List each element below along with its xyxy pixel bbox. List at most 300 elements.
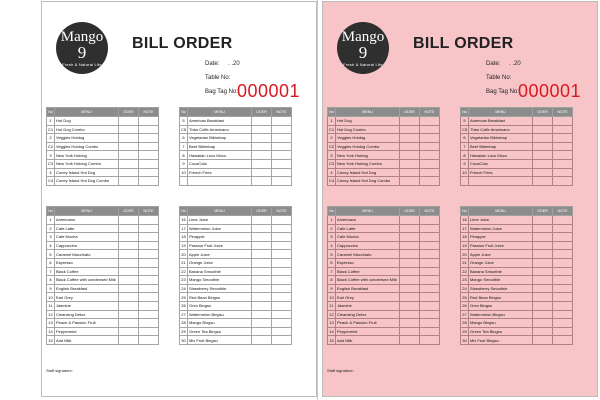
order-quantity-cell[interactable]: [119, 134, 139, 143]
table-row: [47, 134, 159, 143]
table-row: [461, 151, 573, 160]
note-cell[interactable]: [139, 327, 159, 336]
item-name: Espresso: [336, 258, 400, 267]
item-name: [469, 177, 533, 186]
item-name: Orange Juice: [188, 258, 252, 267]
order-quantity-cell[interactable]: [533, 151, 553, 160]
table-row: [461, 301, 573, 310]
order-quantity-cell[interactable]: [252, 250, 272, 259]
table-row: [461, 216, 573, 225]
note-cell[interactable]: [139, 336, 159, 345]
note-cell[interactable]: [139, 142, 159, 151]
note-cell[interactable]: [420, 258, 440, 267]
order-quantity-cell[interactable]: [533, 293, 553, 302]
order-quantity-cell[interactable]: [400, 319, 420, 328]
order-quantity-cell[interactable]: [400, 177, 420, 186]
note-cell[interactable]: [272, 258, 292, 267]
order-quantity-cell[interactable]: [252, 233, 272, 242]
order-quantity-cell[interactable]: [252, 216, 272, 225]
order-quantity-cell[interactable]: [533, 276, 553, 285]
column-header-note: NOTE: [139, 207, 159, 216]
note-cell[interactable]: [139, 284, 159, 293]
table-row: [328, 301, 440, 310]
order-quantity-cell[interactable]: [533, 177, 553, 186]
item-number: 3: [47, 233, 55, 242]
note-cell[interactable]: [272, 125, 292, 134]
table-row: [180, 142, 292, 151]
note-cell[interactable]: [553, 233, 573, 242]
note-cell[interactable]: [272, 216, 292, 225]
order-quantity-cell[interactable]: [119, 267, 139, 276]
order-quantity-cell[interactable]: [119, 117, 139, 126]
form-title: BILL ORDER: [413, 35, 514, 52]
item-name: New York Hotdog Combo: [55, 159, 119, 168]
order-quantity-cell[interactable]: [119, 177, 139, 186]
note-cell[interactable]: [420, 336, 440, 345]
order-quantity-cell[interactable]: [252, 151, 272, 160]
order-quantity-cell[interactable]: [400, 310, 420, 319]
note-cell[interactable]: [272, 276, 292, 285]
note-cell[interactable]: [272, 134, 292, 143]
order-quantity-cell[interactable]: [252, 134, 272, 143]
item-name: Cappuccino: [55, 241, 119, 250]
order-quantity-cell[interactable]: [252, 276, 272, 285]
table-row: [461, 258, 573, 267]
order-quantity-cell[interactable]: [252, 336, 272, 345]
note-cell[interactable]: [139, 125, 159, 134]
order-quantity-cell[interactable]: [533, 250, 553, 259]
item-name: Coney Island Hot Dog: [55, 168, 119, 177]
note-cell[interactable]: [139, 177, 159, 186]
order-quantity-cell[interactable]: [252, 293, 272, 302]
order-quantity-cell[interactable]: [119, 224, 139, 233]
table-row: [180, 310, 292, 319]
bag-tag-label: Bag Tag No:: [486, 89, 519, 95]
note-cell[interactable]: [420, 284, 440, 293]
item-number: 4: [47, 241, 55, 250]
note-cell[interactable]: [420, 134, 440, 143]
order-quantity-cell[interactable]: [400, 142, 420, 151]
note-cell[interactable]: [553, 134, 573, 143]
note-cell[interactable]: [553, 258, 573, 267]
note-cell[interactable]: [420, 267, 440, 276]
order-quantity-cell[interactable]: [533, 159, 553, 168]
note-cell[interactable]: [420, 159, 440, 168]
item-number: 27: [462, 311, 467, 317]
table-row: [328, 142, 440, 151]
note-cell[interactable]: [139, 250, 159, 259]
item-name: Watermelon Bingsu: [188, 310, 252, 319]
table-row: [180, 319, 292, 328]
order-quantity-cell[interactable]: [252, 319, 272, 328]
order-quantity-cell[interactable]: [252, 258, 272, 267]
order-quantity-cell[interactable]: [252, 177, 272, 186]
order-quantity-cell[interactable]: [400, 258, 420, 267]
note-cell[interactable]: [272, 310, 292, 319]
order-quantity-cell[interactable]: [119, 168, 139, 177]
note-cell[interactable]: [553, 151, 573, 160]
order-quantity-cell[interactable]: [400, 216, 420, 225]
order-quantity-cell[interactable]: [533, 168, 553, 177]
item-name: CocaCola: [188, 159, 252, 168]
note-cell[interactable]: [553, 177, 573, 186]
item-name: Strawberry Smoothie: [469, 284, 533, 293]
note-cell[interactable]: [553, 168, 573, 177]
order-quantity-cell[interactable]: [119, 327, 139, 336]
order-quantity-cell[interactable]: [252, 142, 272, 151]
item-number: 16: [181, 217, 186, 223]
note-cell[interactable]: [139, 310, 159, 319]
order-quantity-cell[interactable]: [400, 117, 420, 126]
note-cell[interactable]: [272, 117, 292, 126]
column-header-oder: ODER: [533, 108, 553, 117]
order-quantity-cell[interactable]: [400, 125, 420, 134]
column-header-oder: ODER: [533, 207, 553, 216]
bag-tag-number: 000001: [518, 81, 582, 101]
order-quantity-cell[interactable]: [252, 310, 272, 319]
note-cell[interactable]: [420, 233, 440, 242]
order-quantity-cell[interactable]: [252, 224, 272, 233]
item-number: 8: [328, 276, 336, 285]
note-cell[interactable]: [139, 168, 159, 177]
order-quantity-cell[interactable]: [533, 216, 553, 225]
note-cell[interactable]: [553, 241, 573, 250]
note-cell[interactable]: [139, 134, 159, 143]
order-quantity-cell[interactable]: [119, 216, 139, 225]
note-cell[interactable]: [420, 319, 440, 328]
order-quantity-cell[interactable]: [119, 250, 139, 259]
note-cell[interactable]: [420, 310, 440, 319]
note-cell[interactable]: [272, 159, 292, 168]
order-quantity-cell[interactable]: [119, 241, 139, 250]
mango-9-logo: [56, 22, 108, 74]
column-header-note: NOTE: [553, 207, 573, 216]
note-cell[interactable]: [553, 276, 573, 285]
order-quantity-cell[interactable]: [119, 293, 139, 302]
item-number: 24: [462, 286, 467, 292]
logo-brand-number: 9: [358, 43, 368, 62]
menu-table-top-left: [46, 107, 159, 186]
note-cell[interactable]: [420, 125, 440, 134]
note-cell[interactable]: [272, 267, 292, 276]
order-quantity-cell[interactable]: [119, 233, 139, 242]
note-cell[interactable]: [553, 319, 573, 328]
column-header-menu: MENU: [336, 108, 400, 117]
item-name: French Fries: [469, 168, 533, 177]
order-quantity-cell[interactable]: [400, 168, 420, 177]
order-quantity-cell[interactable]: [533, 224, 553, 233]
note-cell[interactable]: [553, 224, 573, 233]
table-row: [461, 142, 573, 151]
note-cell[interactable]: [139, 241, 159, 250]
menu-table-bottom-left: [327, 206, 440, 345]
table-row: [47, 125, 159, 134]
item-number: 17: [462, 225, 467, 231]
order-quantity-cell[interactable]: [533, 319, 553, 328]
order-quantity-cell[interactable]: [252, 267, 272, 276]
order-quantity-cell[interactable]: [533, 258, 553, 267]
note-cell[interactable]: [272, 336, 292, 345]
table-row: [461, 117, 573, 126]
order-quantity-cell[interactable]: [400, 284, 420, 293]
bill-order-white-copy: [41, 1, 317, 397]
note-cell[interactable]: [553, 336, 573, 345]
table-row: [47, 151, 159, 160]
note-cell[interactable]: [420, 241, 440, 250]
item-number: 22: [181, 268, 186, 274]
note-cell[interactable]: [139, 151, 159, 160]
item-name: Cleansing Detox: [336, 310, 400, 319]
note-cell[interactable]: [553, 310, 573, 319]
item-number: 4: [328, 241, 336, 250]
item-name: Lime Juice: [469, 216, 533, 225]
note-cell[interactable]: [553, 159, 573, 168]
note-cell[interactable]: [272, 250, 292, 259]
note-cell[interactable]: [420, 276, 440, 285]
item-name: Add Milk: [336, 336, 400, 345]
note-cell[interactable]: [553, 327, 573, 336]
note-cell[interactable]: [272, 301, 292, 310]
note-cell[interactable]: [139, 117, 159, 126]
item-name: English Breakfast: [336, 284, 400, 293]
order-quantity-cell[interactable]: [119, 142, 139, 151]
note-cell[interactable]: [139, 233, 159, 242]
column-header-note: NOTE: [420, 207, 440, 216]
item-number: 11: [48, 303, 53, 309]
note-cell[interactable]: [272, 142, 292, 151]
item-number: 28: [181, 320, 186, 326]
column-header-menu: MENU: [336, 207, 400, 216]
order-quantity-cell[interactable]: [119, 336, 139, 345]
note-cell[interactable]: [272, 233, 292, 242]
note-cell[interactable]: [553, 301, 573, 310]
item-name: Red Bean Bingsu: [188, 293, 252, 302]
item-number: 8: [461, 151, 469, 160]
table-header-row: [180, 207, 292, 216]
item-number: 21: [181, 260, 186, 266]
note-cell[interactable]: [272, 284, 292, 293]
note-cell[interactable]: [553, 267, 573, 276]
item-name: Coney Island Hot Dog Combo: [55, 177, 119, 186]
sheet-divider: [317, 0, 318, 400]
item-name: Mango Bingsu: [188, 319, 252, 328]
menu-table-bottom-right: [460, 206, 573, 345]
note-cell[interactable]: [420, 216, 440, 225]
item-number: 25: [462, 294, 467, 300]
column-header-oder: ODER: [119, 207, 139, 216]
order-quantity-cell[interactable]: [533, 117, 553, 126]
item-number: 1: [328, 216, 336, 225]
item-number: 7: [47, 267, 55, 276]
column-header-no: No: [328, 207, 336, 216]
note-cell[interactable]: [553, 142, 573, 151]
order-quantity-cell[interactable]: [533, 301, 553, 310]
table-row: [47, 233, 159, 242]
note-cell[interactable]: [272, 168, 292, 177]
order-quantity-cell[interactable]: [400, 134, 420, 143]
order-quantity-cell[interactable]: [119, 319, 139, 328]
table-row: [47, 310, 159, 319]
order-quantity-cell[interactable]: [400, 267, 420, 276]
order-quantity-cell[interactable]: [119, 276, 139, 285]
order-quantity-cell[interactable]: [400, 159, 420, 168]
order-quantity-cell[interactable]: [252, 159, 272, 168]
note-cell[interactable]: [420, 293, 440, 302]
table-row: [47, 216, 159, 225]
order-quantity-cell[interactable]: [533, 125, 553, 134]
column-header-no: No: [328, 108, 336, 117]
order-quantity-cell[interactable]: [400, 233, 420, 242]
column-header-oder: ODER: [119, 108, 139, 117]
order-quantity-cell[interactable]: [533, 284, 553, 293]
order-quantity-cell[interactable]: [533, 142, 553, 151]
table-row: [461, 177, 573, 186]
table-row: [47, 250, 159, 259]
note-cell[interactable]: [553, 284, 573, 293]
order-quantity-cell[interactable]: [252, 168, 272, 177]
order-quantity-cell[interactable]: [252, 241, 272, 250]
table-row: [328, 168, 440, 177]
table-row: [47, 276, 159, 285]
order-quantity-cell[interactable]: [252, 301, 272, 310]
note-cell[interactable]: [420, 168, 440, 177]
order-quantity-cell[interactable]: [400, 301, 420, 310]
note-cell[interactable]: [420, 142, 440, 151]
order-quantity-cell[interactable]: [252, 117, 272, 126]
order-quantity-cell[interactable]: [400, 327, 420, 336]
order-quantity-cell[interactable]: [252, 125, 272, 134]
item-number: 7: [461, 142, 469, 151]
order-quantity-cell[interactable]: [400, 336, 420, 345]
table-row: [180, 233, 292, 242]
order-quantity-cell[interactable]: [400, 241, 420, 250]
bill-order-pink-copy: [322, 1, 598, 397]
order-quantity-cell[interactable]: [533, 233, 553, 242]
column-header-note: NOTE: [420, 108, 440, 117]
column-header-no: No: [47, 207, 55, 216]
item-name: Banana Smoothie: [469, 267, 533, 276]
column-header-oder: ODER: [252, 207, 272, 216]
order-quantity-cell[interactable]: [533, 241, 553, 250]
note-cell[interactable]: [420, 327, 440, 336]
note-cell[interactable]: [420, 224, 440, 233]
note-cell[interactable]: [272, 327, 292, 336]
note-cell[interactable]: [553, 125, 573, 134]
column-header-note: NOTE: [272, 207, 292, 216]
note-cell[interactable]: [139, 293, 159, 302]
table-row: [180, 276, 292, 285]
item-name: Cafe Mocha: [55, 233, 119, 242]
note-cell[interactable]: [139, 224, 159, 233]
note-cell[interactable]: [139, 319, 159, 328]
note-cell[interactable]: [420, 151, 440, 160]
note-cell[interactable]: [553, 117, 573, 126]
note-cell[interactable]: [553, 216, 573, 225]
note-cell[interactable]: [272, 319, 292, 328]
note-cell[interactable]: [272, 293, 292, 302]
table-row: [328, 293, 440, 302]
note-cell[interactable]: [272, 224, 292, 233]
order-quantity-cell[interactable]: [119, 125, 139, 134]
note-cell[interactable]: [420, 250, 440, 259]
table-row: [47, 301, 159, 310]
order-quantity-cell[interactable]: [400, 151, 420, 160]
note-cell[interactable]: [139, 276, 159, 285]
table-row: [47, 177, 159, 186]
order-quantity-cell[interactable]: [533, 134, 553, 143]
order-quantity-cell[interactable]: [533, 267, 553, 276]
bag-tag-number: 000001: [237, 81, 301, 101]
order-quantity-cell[interactable]: [119, 301, 139, 310]
note-cell[interactable]: [553, 293, 573, 302]
item-name: Caramel Macchiato: [55, 250, 119, 259]
item-name: Thào Coffe Americano: [188, 125, 252, 134]
note-cell[interactable]: [420, 117, 440, 126]
item-number: 26: [181, 303, 186, 309]
order-quantity-cell[interactable]: [252, 327, 272, 336]
staff-signature-label: Staff signature:: [46, 368, 73, 373]
order-quantity-cell[interactable]: [119, 284, 139, 293]
table-row: [461, 233, 573, 242]
note-cell[interactable]: [272, 241, 292, 250]
note-cell[interactable]: [139, 159, 159, 168]
note-cell[interactable]: [272, 151, 292, 160]
order-quantity-cell[interactable]: [252, 284, 272, 293]
column-header-menu: MENU: [55, 108, 119, 117]
menu-table-bottom-left: [46, 206, 159, 345]
table-header-row: [328, 207, 440, 216]
column-header-note: NOTE: [272, 108, 292, 117]
order-quantity-cell[interactable]: [533, 336, 553, 345]
order-quantity-cell[interactable]: [119, 258, 139, 267]
note-cell[interactable]: [139, 216, 159, 225]
item-name: Espresso: [55, 258, 119, 267]
item-number: 18: [181, 234, 186, 240]
item-name: Mix Fruit Bingsu: [188, 336, 252, 345]
order-quantity-cell[interactable]: [533, 327, 553, 336]
item-name: Cafe Mocha: [336, 233, 400, 242]
item-name: Veggies Hotdog: [336, 134, 400, 143]
item-name: Americano: [336, 216, 400, 225]
note-cell[interactable]: [553, 250, 573, 259]
order-quantity-cell[interactable]: [400, 276, 420, 285]
item-name: New York Hotdog Combo: [336, 159, 400, 168]
item-number: 9: [47, 284, 55, 293]
table-row: [47, 224, 159, 233]
column-header-note: NOTE: [139, 108, 159, 117]
order-quantity-cell[interactable]: [533, 310, 553, 319]
item-number: 6: [47, 258, 55, 267]
order-quantity-cell[interactable]: [400, 293, 420, 302]
order-quantity-cell[interactable]: [400, 224, 420, 233]
item-number: 23: [462, 277, 467, 283]
note-cell[interactable]: [139, 258, 159, 267]
note-cell[interactable]: [420, 177, 440, 186]
item-number: 7: [180, 142, 188, 151]
note-cell[interactable]: [272, 177, 292, 186]
order-quantity-cell[interactable]: [400, 250, 420, 259]
date-label: Date:: [486, 61, 501, 67]
note-cell[interactable]: [139, 267, 159, 276]
order-quantity-cell[interactable]: [119, 310, 139, 319]
item-name: Thào Coffe Americano: [469, 125, 533, 134]
order-quantity-cell[interactable]: [119, 151, 139, 160]
note-cell[interactable]: [139, 301, 159, 310]
item-name: Hawaiian Loco Moco: [188, 151, 252, 160]
item-number: 5: [180, 117, 188, 126]
order-quantity-cell[interactable]: [119, 159, 139, 168]
note-cell[interactable]: [420, 301, 440, 310]
